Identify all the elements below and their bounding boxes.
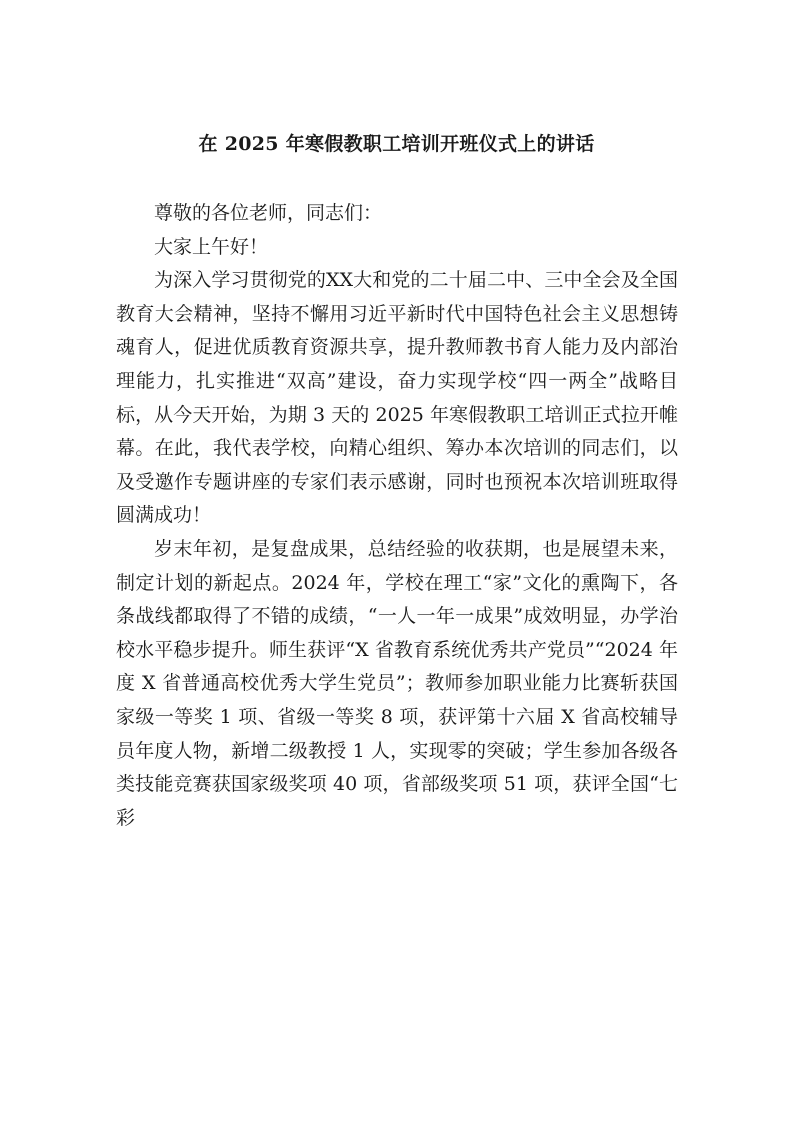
document-title: 在 2025 年寒假教职工培训开班仪式上的讲话 [198, 133, 595, 155]
document-body [116, 197, 678, 835]
body-paragraph: 岁末年初，是复盘成果，总结经验的收获期，也是展望未来，制定计划的新起点。2024 年，学校在理工“家”文化的熏陶下，各条战线都取得了不错的成绩，“一人一年一成果”成效明显，办学治校水平稳步提升。师生获评“X 省教育系统优秀共产党员”“2024 年度 X 省普通高校优秀大学生党员”；教师参加职业能力比赛斩获国家级一等奖 1 项、省级一等奖 8 项，获评第十六届 X 省高校辅导员年度人物，新增二级教授 1 人，实现零的突破；学生参加各级各类技能竞赛获国家级奖项 40 项，省部级奖项 51 项，获评全国“七彩 [116, 537, 678, 829]
body-paragraph: 为深入学习贯彻党的XX大和党的二十届二中、三中全会及全国教育大会精神，坚持不懈用习近平新时代中国特色社会主义思想铸魂育人，促进优质教育资源共享，提升教师教书育人能力及内部治理能力，扎实推进“双高”建设，奋力实现学校“四一两全”战略目标，从今天开始，为期 3 天的 2025 年寒假教职工培训正式拉开帷幕。在此，我代表学校，向精心组织、筹办本次培训的同志们，以及受邀作专题讲座的专家们表示感谢，同时也预祝本次培训班取得圆满成功！ [116, 269, 678, 527]
salutation: 尊敬的各位老师，同志们： [154, 202, 383, 224]
greeting: 大家上午好！ [154, 235, 269, 258]
